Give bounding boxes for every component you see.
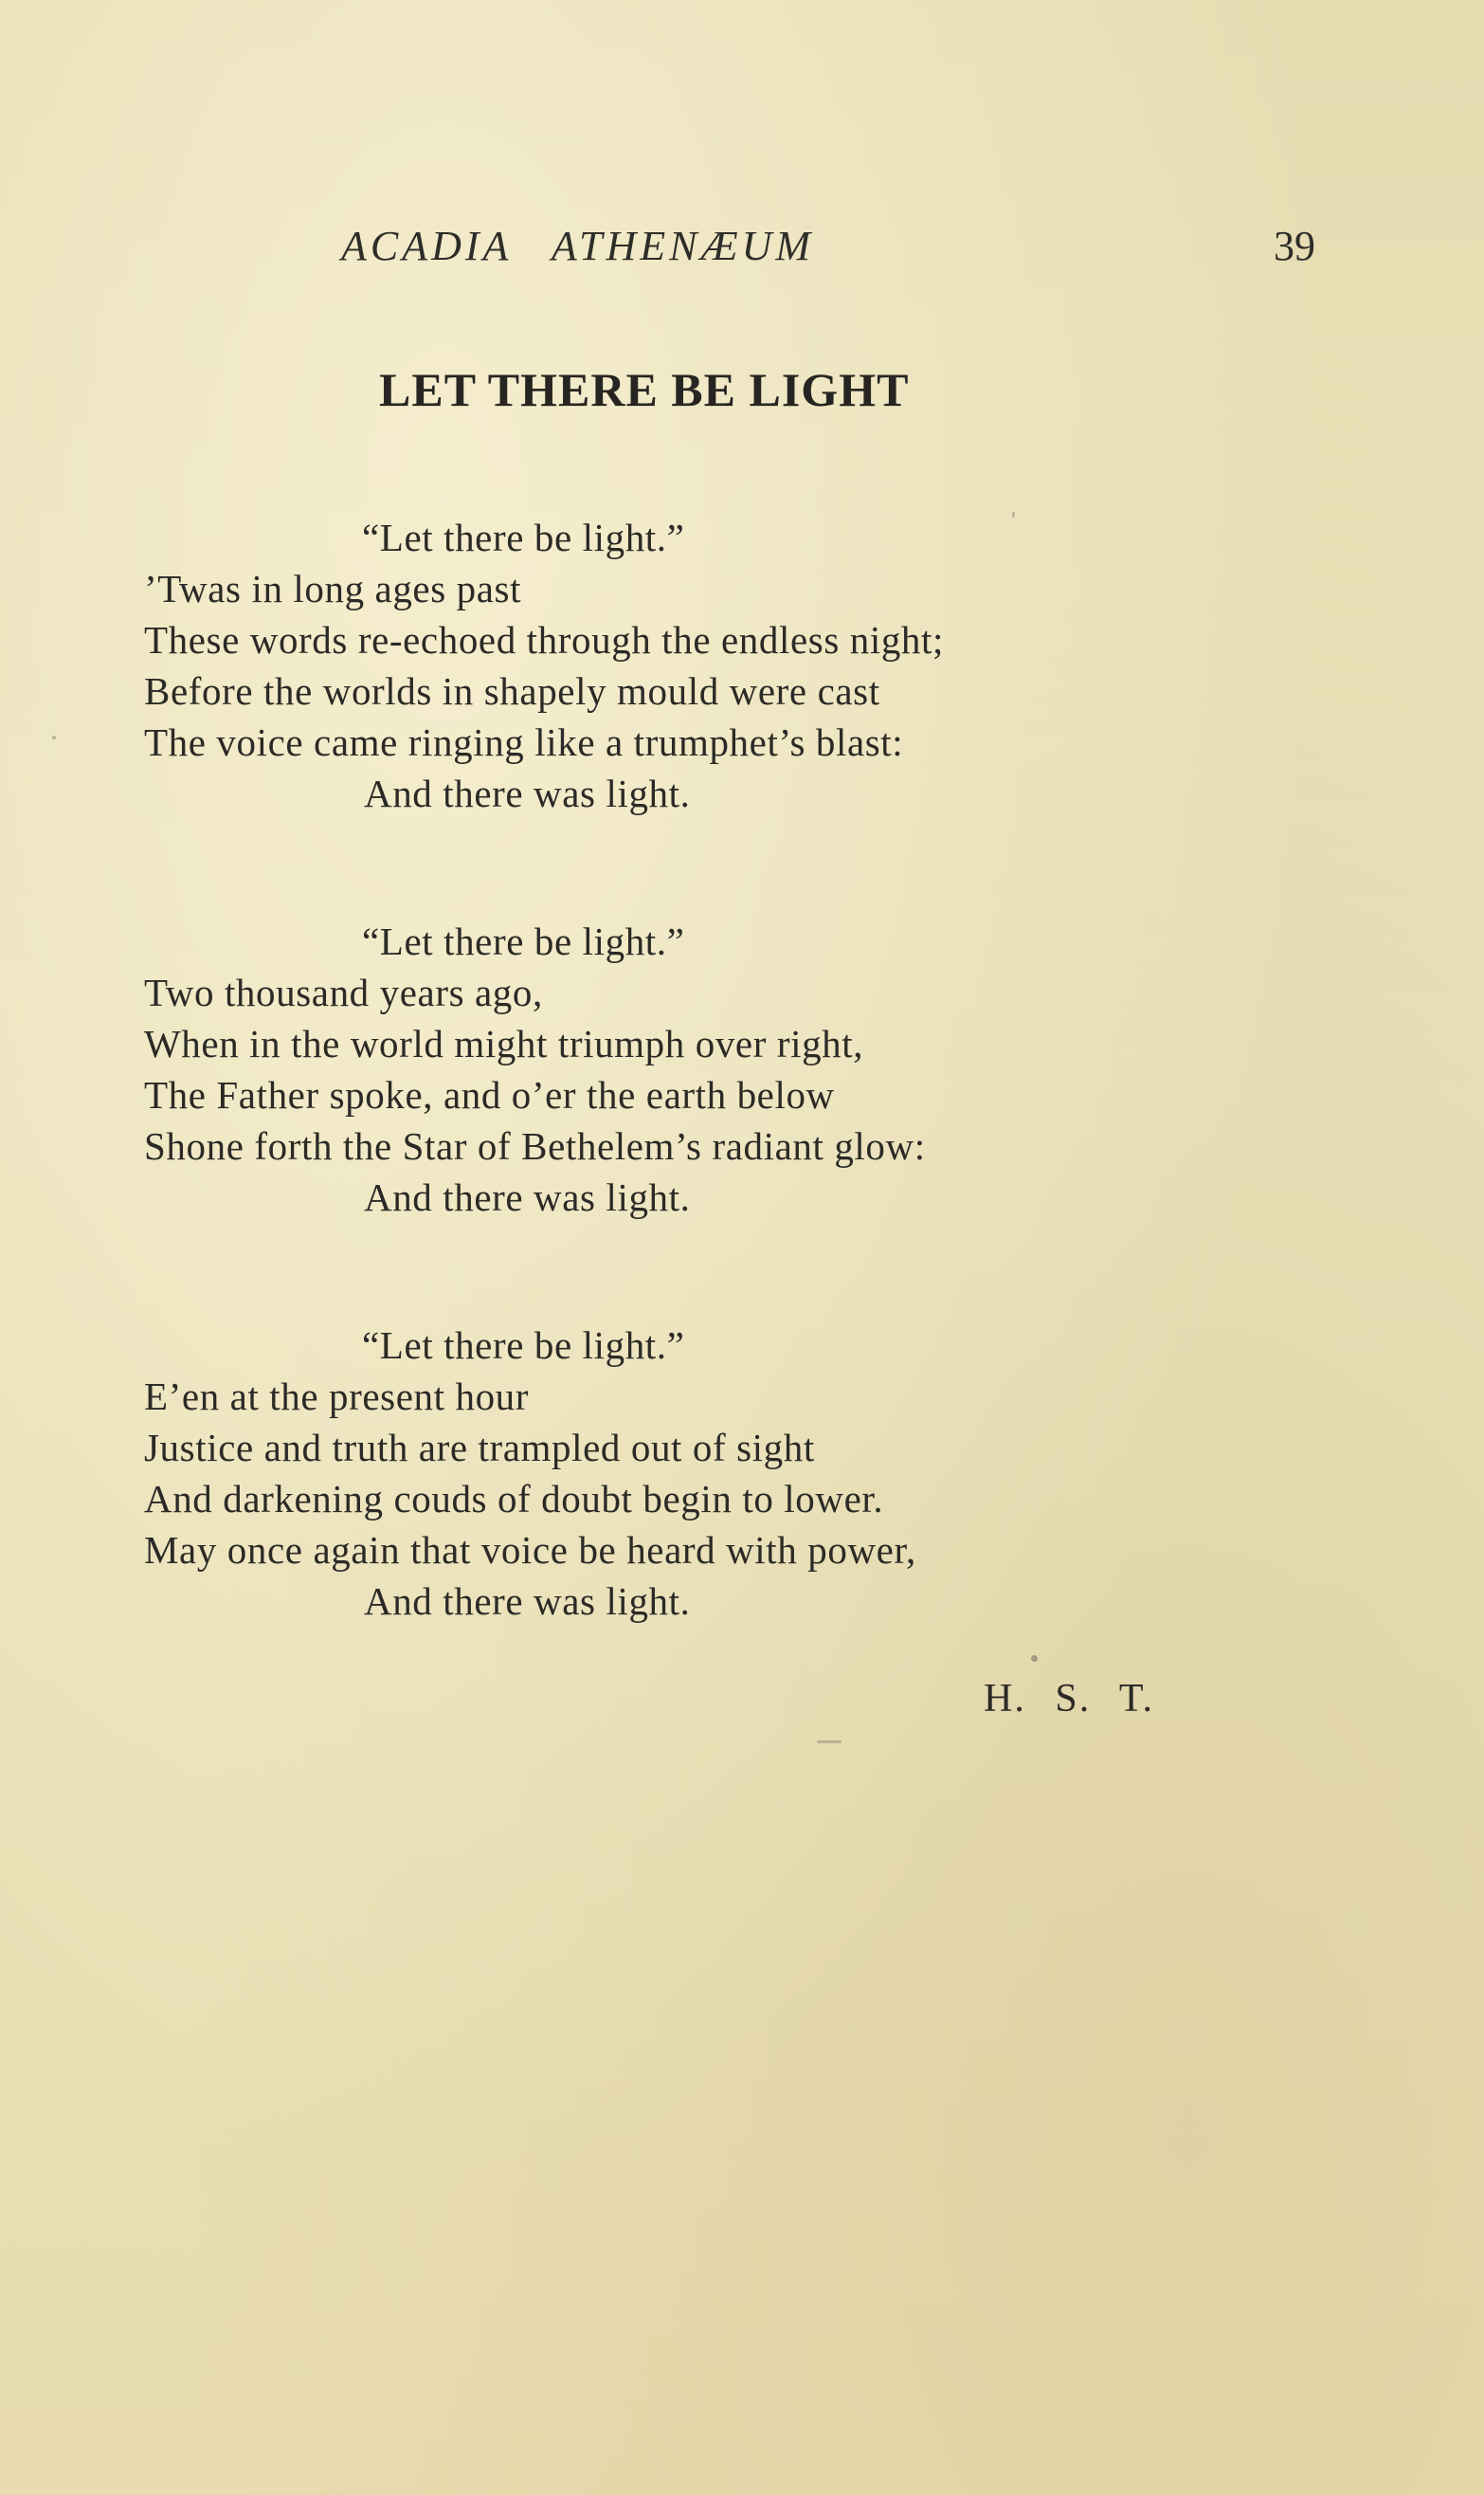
stanza-line: And there was light. <box>364 772 691 815</box>
stanza-line: Before the worlds in shapely mould were cast <box>144 669 880 713</box>
paper-speck <box>1031 1655 1038 1662</box>
stanza-line: These words re-echoed through the endless night; <box>144 618 945 662</box>
stanza-line: And there was light. <box>364 1579 691 1623</box>
stanza-line: ’Twas in long ages past <box>144 567 522 610</box>
stanza-1 <box>144 512 1376 819</box>
paper-speck <box>1012 512 1015 518</box>
stanza-line: Justice and truth are trampled out of sight <box>144 1426 815 1469</box>
stanza-line: Two thousand years ago, <box>144 971 543 1014</box>
paper-speck <box>817 1740 842 1743</box>
stanza-line: May once again that voice be heard with power, <box>144 1528 916 1572</box>
stanza-line: And darkening couds of doubt begin to lower. <box>144 1477 884 1521</box>
stanza-line: Shone forth the Star of Bethelem’s radiant glow: <box>144 1124 926 1168</box>
stanza-3 <box>144 1320 1376 1627</box>
stanza-line: “Let there be light.” <box>362 920 685 963</box>
stanza-line: “Let there be light.” <box>362 516 685 559</box>
stanza-line: When in the world might triumph over right, <box>144 1022 864 1065</box>
stanza-line: And there was light. <box>364 1175 691 1219</box>
poem-title: LET THERE BE LIGHT <box>379 363 910 416</box>
signature: H. S. T. <box>984 1677 1154 1721</box>
page-number: 39 <box>1274 223 1315 269</box>
stanza-line: The voice came ringing like a trumphet’s blast: <box>144 720 904 764</box>
stanza-2 <box>144 916 1376 1223</box>
running-head: ACADIA ATHENÆUM <box>341 223 815 269</box>
stanza-line: “Let there be light.” <box>362 1323 685 1367</box>
paper-speck <box>52 736 56 739</box>
stanza-line: E’en at the present hour <box>144 1375 530 1418</box>
stanza-line: The Father spoke, and o’er the earth below <box>144 1073 835 1117</box>
